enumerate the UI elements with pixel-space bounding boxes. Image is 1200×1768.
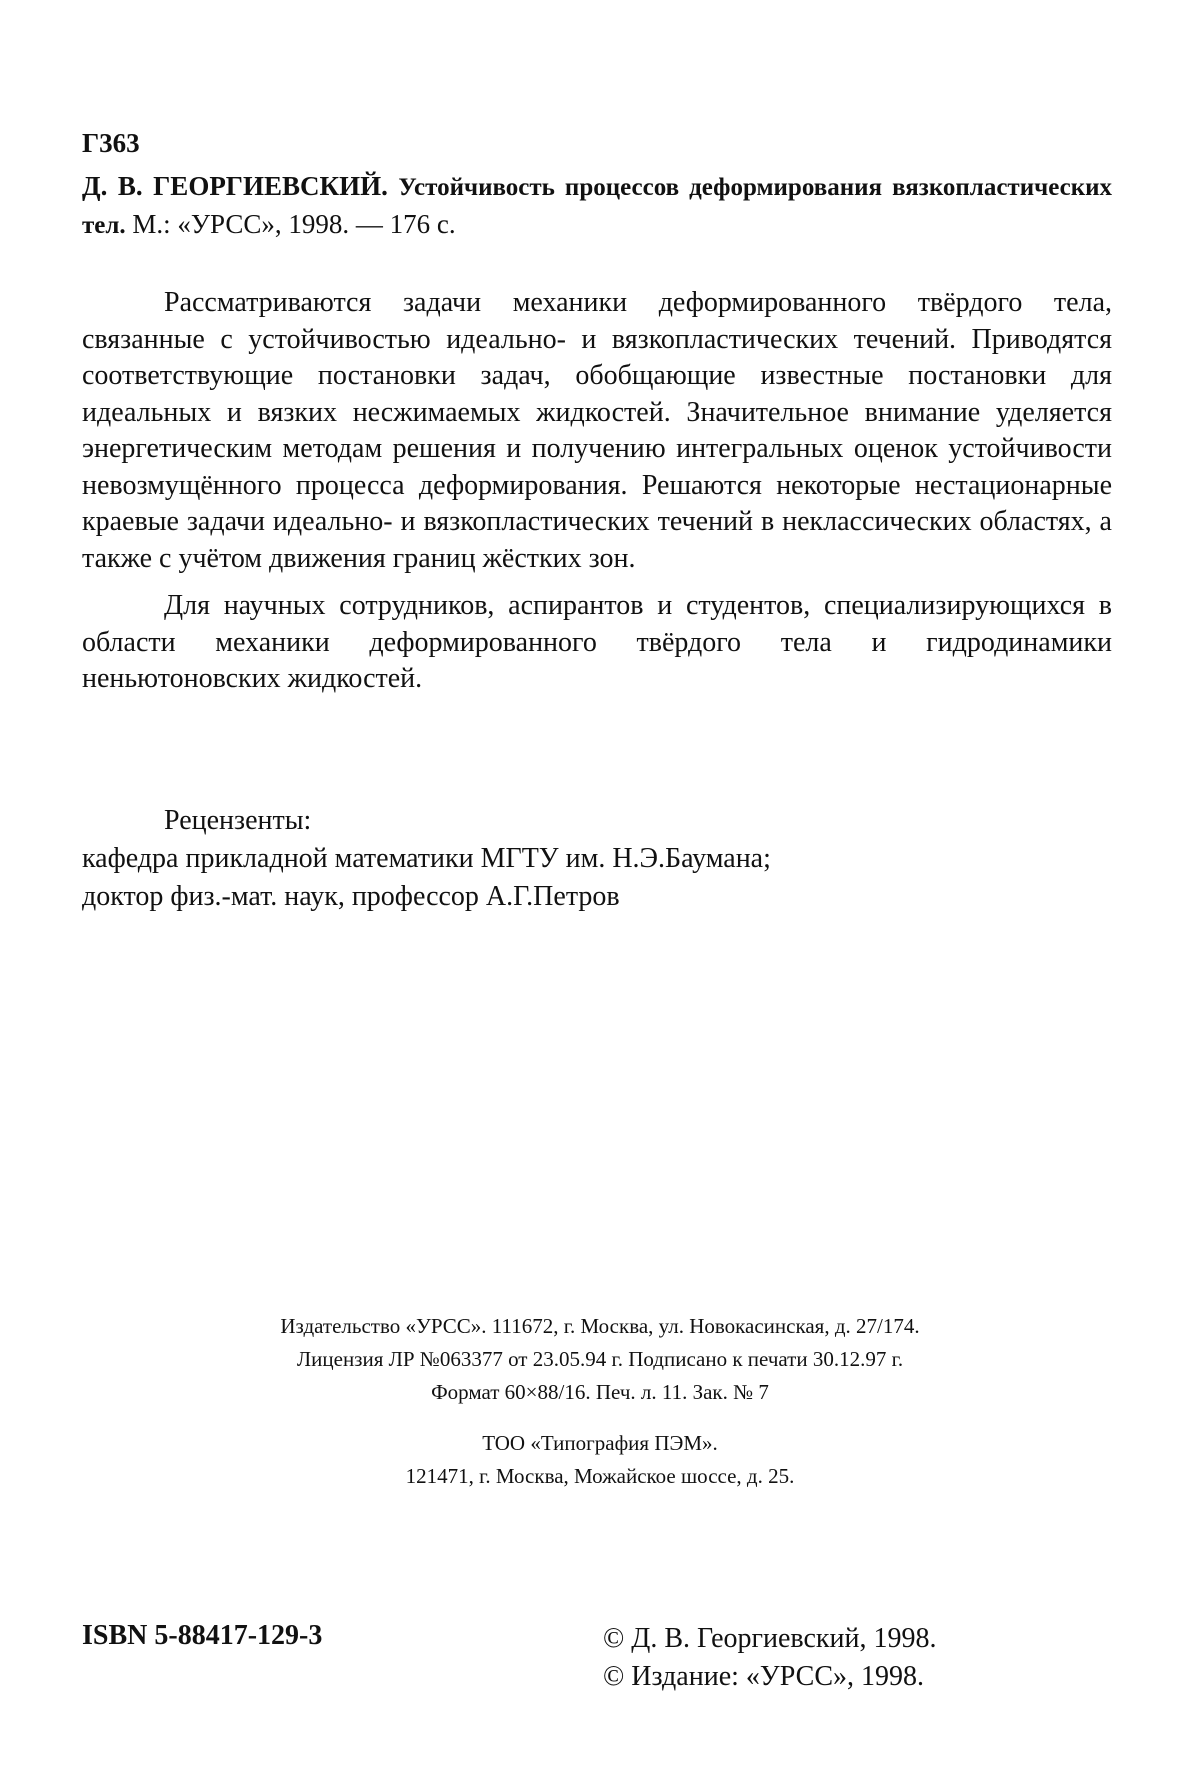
printer-line: ТОО «Типография ПЭМ».	[482, 1431, 718, 1455]
copyright-block	[603, 1620, 936, 1696]
bibliographic-entry	[82, 168, 1112, 244]
reviewers-heading: Рецензенты:	[164, 805, 312, 836]
annotation-paragraph: Для научных сотрудников, аспирантов и студентов, специализирующихся в области механики деформированного твёрдого тела и гидродинамики неньютоновских жидкостей.	[82, 590, 1112, 694]
reviewers-block	[82, 802, 771, 916]
author-name: Д. В. ГЕОРГИЕВСКИЙ.	[82, 171, 388, 201]
imprint-line: Формат 60×88/16. Печ. л. 11. Зак. № 7	[431, 1380, 769, 1404]
isbn: ISBN 5-88417-129-3	[82, 1620, 323, 1651]
copyright-line: © Издание: «УРСС», 1998.	[603, 1661, 924, 1692]
book-title: Устойчивость процессов деформирования вязкопластических тел.	[82, 174, 1113, 239]
catalog-code: Г363	[82, 128, 140, 158]
copyright-line: © Д. В. Георгиевский, 1998.	[603, 1623, 937, 1654]
imprint-spacer	[120, 1409, 1080, 1427]
reviewer-item: доктор физ.-мат. наук, профессор А.Г.Петров	[82, 881, 620, 912]
imprint-line: Лицензия ЛР №063377 от 23.05.94 г. Подписано к печати 30.12.97 г.	[296, 1347, 904, 1371]
annotation	[82, 285, 1112, 698]
imprint-block	[120, 1310, 1080, 1493]
imprint-line: Издательство «УРСС». 111672, г. Москва, ул. Новокасинская, д. 27/174.	[280, 1314, 920, 1338]
printer-line: 121471, г. Москва, Можайское шоссе, д. 25.	[405, 1464, 795, 1488]
annotation-paragraph: Рассматриваются задачи механики деформированного твёрдого тела, связанные с устойчивостью идеально- и вязкопластических течений. Приводятся соответствующие постановки задач, обобщающие известные постановки для идеальных и вязких несжимаемых жидкостей. Значительное внимание уделяется энергетическим методам решения и получению интегральных оценок устойчивости невозмущённого процесса деформирования. Решаются некоторые нестационарные краевые задачи идеально- и вязкопластических течений в неклассических областях, а также с учётом движения границ жёстких зон.	[82, 287, 1112, 574]
reviewer-item: кафедра прикладной математики МГТУ им. Н.Э.Баумана;	[82, 843, 771, 874]
publication-info: М.: «УРСС», 1998. — 176 с.	[132, 209, 456, 239]
